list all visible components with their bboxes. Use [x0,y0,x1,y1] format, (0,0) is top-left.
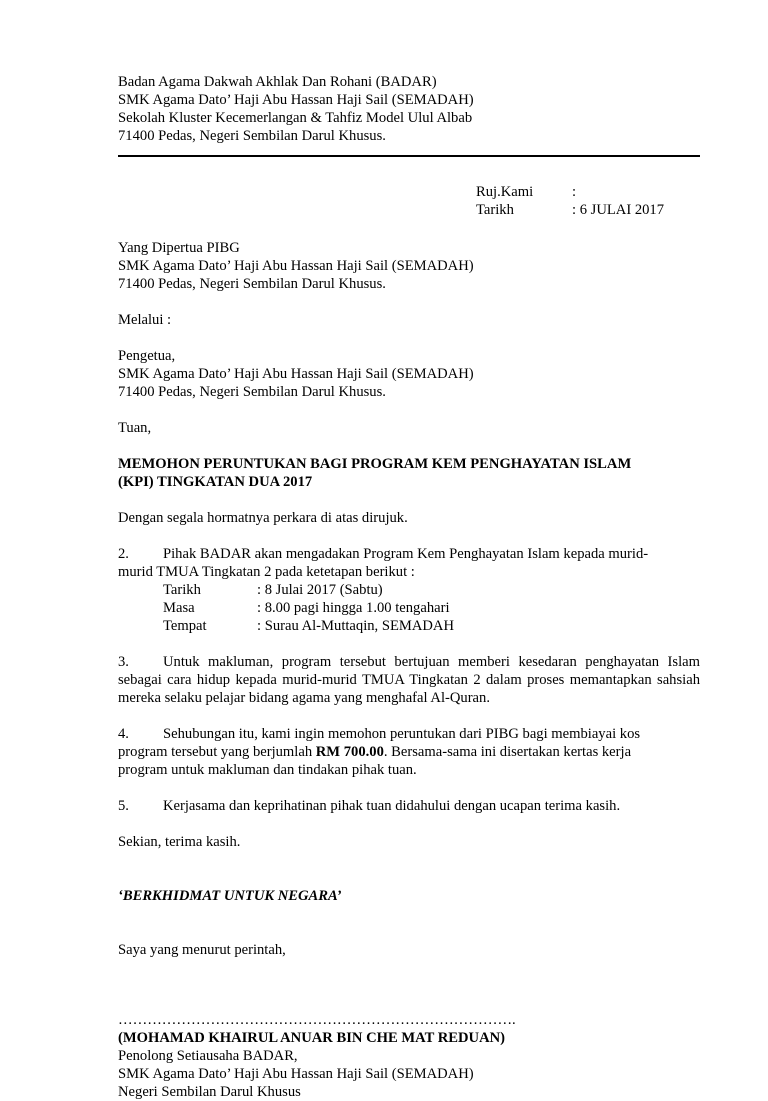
paragraph-number: 3. [118,654,129,670]
via-label: Melalui : [118,312,172,328]
subject-line: (KPI) TINGKATAN DUA 2017 [118,474,313,490]
paragraph-text: Untuk makluman, program tersebut bertujuan memberi kesedaran penghayatan Islam sebagai cara hidup kepada murid-murid TMUA Tingkatan 2 dalam proses memantapkan sahsiah mereka selaku pelajar bidang agama yang menghafal Al-Quran. [118,654,700,706]
signature-block [118,1011,700,1101]
paragraph-text: murid TMUA Tingkatan 2 pada ketetapan berikut : [118,564,415,580]
amount: RM 700.00 [315,744,384,760]
recipient-line: 71400 Pedas, Negeri Sembilan Darul Khusus. [118,276,386,292]
ruj-label: Ruj.Kami [476,184,534,200]
motto: ‘BERKHIDMAT UNTUK NEGARA’ [118,888,342,904]
signatory-title: Penolong Setiausaha BADAR, [118,1048,298,1064]
letterhead-divider [118,155,700,157]
subject [118,455,700,491]
via-line: SMK Agama Dato’ Haji Abu Hassan Haji Sail (SEMADAH) [118,366,474,382]
via-line: Pengetua, [118,348,176,364]
signatory-org: SMK Agama Dato’ Haji Abu Hassan Haji Sail (SEMADAH) [118,1066,474,1082]
via-address [118,347,700,401]
detail-label: Tarikh [163,582,201,598]
closing-thanks: Sekian, terima kasih. [118,834,241,850]
signature-line: ………………………………………………………………………. [118,1012,516,1028]
paragraph-2 [118,545,700,635]
reference-row [476,183,700,201]
detail-value: : Surau Al-Muttaqin, SEMADAH [257,618,455,634]
paragraph-number: 2. [118,546,129,562]
paragraph-text: program tersebut yang berjumlah [118,744,316,760]
paragraph-number: 5. [118,798,129,814]
detail-label: Tempat [163,618,207,634]
paragraph-5 [118,797,700,815]
letterhead-line: Badan Agama Dakwah Akhlak Dan Rohani (BADAR) [118,74,437,90]
paragraph-text: . Bersama-sama ini disertakan kertas kerja [383,744,632,760]
letterhead-line: Sekolah Kluster Kecemerlangan & Tahfiz Model Ulul Albab [118,110,473,126]
letterhead-line: SMK Agama Dato’ Haji Abu Hassan Haji Sail (SEMADAH) [118,92,474,108]
detail-row [118,581,700,599]
paragraph-text: Kerjasama dan keprihatinan pihak tuan didahului dengan ucapan terima kasih. [163,798,621,814]
tarikh-label: Tarikh [476,202,514,218]
via-line: 71400 Pedas, Negeri Sembilan Darul Khusus. [118,384,386,400]
sign-off: Saya yang menurut perintah, [118,942,286,958]
salutation: Tuan, [118,420,152,436]
subject-line: MEMOHON PERUNTUKAN BAGI PROGRAM KEM PENGHAYATAN ISLAM [118,456,632,472]
signatory-state: Negeri Sembilan Darul Khusus [118,1084,301,1100]
recipient-line: Yang Dipertua PIBG [118,240,240,256]
paragraph-text: Pihak BADAR akan mengadakan Program Kem Penghayatan Islam kepada murid- [163,546,649,562]
detail-row [118,617,700,635]
paragraph-3 [118,653,700,707]
recipient-address [118,239,700,293]
paragraph-4 [118,725,700,779]
detail-label: Masa [163,600,195,616]
detail-value: : 8 Julai 2017 (Sabtu) [257,582,383,598]
letterhead [118,73,700,145]
tarikh-value: : 6 JULAI 2017 [572,202,665,218]
letterhead-line: 71400 Pedas, Negeri Sembilan Darul Khusus. [118,128,386,144]
paragraph-text: program untuk makluman dan tindakan pihak tuan. [118,762,417,778]
paragraph-number: 4. [118,726,129,742]
opening-sentence: Dengan segala hormatnya perkara di atas dirujuk. [118,510,408,526]
reference-block [476,183,700,219]
detail-row [118,599,700,617]
signatory-name: (MOHAMAD KHAIRUL ANUAR BIN CHE MAT REDUAN) [118,1030,506,1046]
paragraph-text: Sehubungan itu, kami ingin memohon peruntukan dari PIBG bagi membiayai kos [163,726,641,742]
recipient-line: SMK Agama Dato’ Haji Abu Hassan Haji Sail (SEMADAH) [118,258,474,274]
reference-row [476,201,700,219]
letter-page [118,73,700,1101]
ruj-value: : [572,184,577,200]
detail-value: : 8.00 pagi hingga 1.00 tengahari [257,600,450,616]
